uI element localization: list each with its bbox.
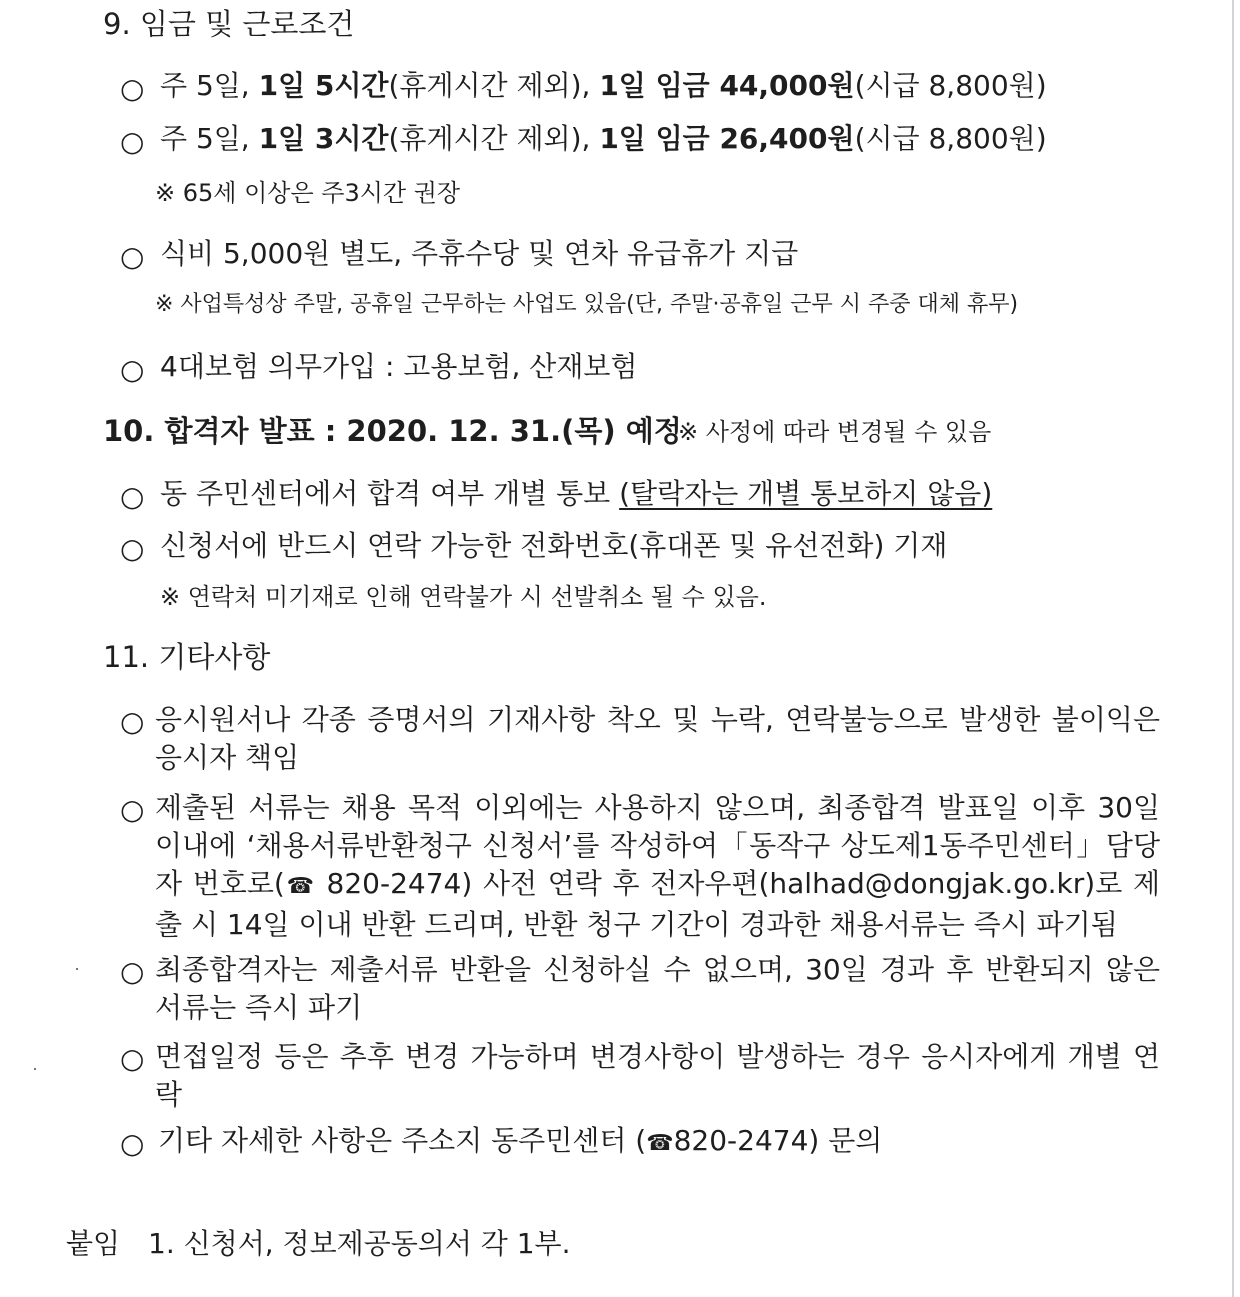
bullet-marker: ○ <box>120 1127 145 1160</box>
item-text: 820-2474) 사전 연락 후 전자우편(halhad@dongjak.go.kr)로 제출 시 14일 이내 반환 드리며, 반환 청구 기간이 경과한 채용서류는 즉시 파기됨 <box>155 867 1160 941</box>
bullet-marker: ○ <box>120 125 145 158</box>
item-text: 제출된 서류는 채용 목적 이외에는 사용하지 않으며, 최종합격 발표일 이후 30일 이내에 ‘채용서류반환청구 신청서’를 작성하여「동작구 상도제1동주민센터」담당자 번호로( <box>155 791 1160 900</box>
attachment-text: 1. 신청서, 정보제공동의서 각 1부. <box>148 1227 571 1260</box>
scan-speck <box>34 1068 36 1070</box>
bullet-marker: ○ <box>120 353 145 386</box>
bullet-marker: ○ <box>120 793 145 826</box>
section-10-note: ※ 연락처 미기재로 인해 연락불가 시 선발취소 될 수 있음. <box>160 583 767 611</box>
page-edge <box>1232 0 1234 1297</box>
section-11-item-5 <box>158 1124 883 1157</box>
item-text: 주 5일, <box>160 122 259 155</box>
bullet-marker: ○ <box>120 705 145 738</box>
section-9-note-2: ※ 사업특성상 주말, 공휴일 근무하는 사업도 있음(단, 주말·공휴일 근무 시 주중 대체 휴무) <box>155 292 1019 317</box>
phone-icon: ☎ <box>284 874 316 899</box>
item-text: (휴게시간 제외), <box>388 69 600 102</box>
hours-text: 1일 3시간 <box>258 122 389 155</box>
bullet-marker: ○ <box>120 532 145 565</box>
item-text: 동 주민센터에서 합격 여부 개별 통보 <box>160 477 620 510</box>
item-text: 주 5일, <box>160 69 259 102</box>
section-10-title: 10. 합격자 발표 : 2020. 12. 31.(목) 예정 <box>103 414 682 448</box>
section-9-note-1: ※ 65세 이상은 주3시간 권장 <box>155 179 461 207</box>
section-11-item-4: 면접일정 등은 추후 변경 가능하며 변경사항이 발생하는 경우 응시자에게 개별 연락 <box>155 1040 1160 1111</box>
section-9-item-4: 4대보험 의무가입 : 고용보험, 산재보험 <box>160 350 638 383</box>
section-10-item-1 <box>160 477 993 510</box>
section-9-item-2 <box>160 122 1047 155</box>
phone-icon: ☎ <box>646 1131 674 1156</box>
section-10-item-2: 신청서에 반드시 연락 가능한 전화번호(휴대폰 및 유선전화) 기재 <box>160 529 948 562</box>
item-text: 820-2474) 문의 <box>673 1124 883 1157</box>
bullet-marker: ○ <box>120 240 145 273</box>
item-text: 기타 자세한 사항은 주소지 동주민센터 ( <box>158 1124 647 1157</box>
wage-text: 1일 임금 26,400원 <box>599 122 855 155</box>
section-9-item-1 <box>160 69 1047 102</box>
attachment-label: 붙임 <box>66 1227 121 1260</box>
wage-text: 1일 임금 44,000원 <box>599 69 855 102</box>
bullet-marker: ○ <box>120 955 145 988</box>
section-9-item-3: 식비 5,000원 별도, 주휴수당 및 연차 유급휴가 지급 <box>160 237 799 270</box>
bullet-marker: ○ <box>120 1042 145 1075</box>
underlined-note: (탈락자는 개별 통보하지 않음) <box>619 477 993 510</box>
bullet-marker: ○ <box>120 72 145 105</box>
section-11-item-3: 최종합격자는 제출서류 반환을 신청하실 수 없으며, 30일 경과 후 반환되지 않은 서류는 즉시 파기 <box>155 953 1160 1024</box>
item-text: (시급 8,800원) <box>854 122 1047 155</box>
section-11-item-2 <box>155 789 1160 944</box>
section-10-title-note: ※ 사정에 따라 변경될 수 있음 <box>678 418 992 446</box>
section-11-title: 11. 기타사항 <box>103 640 271 674</box>
hours-text: 1일 5시간 <box>258 69 389 102</box>
scan-speck <box>76 968 78 970</box>
section-9-title: 9. 임금 및 근로조건 <box>103 7 355 41</box>
section-11-item-1: 응시원서나 각종 증명서의 기재사항 착오 및 누락, 연락불능으로 발생한 불이익은 응시자 책임 <box>155 703 1160 774</box>
item-text: (휴게시간 제외), <box>388 122 600 155</box>
item-text: (시급 8,800원) <box>854 69 1047 102</box>
bullet-marker: ○ <box>120 480 145 513</box>
